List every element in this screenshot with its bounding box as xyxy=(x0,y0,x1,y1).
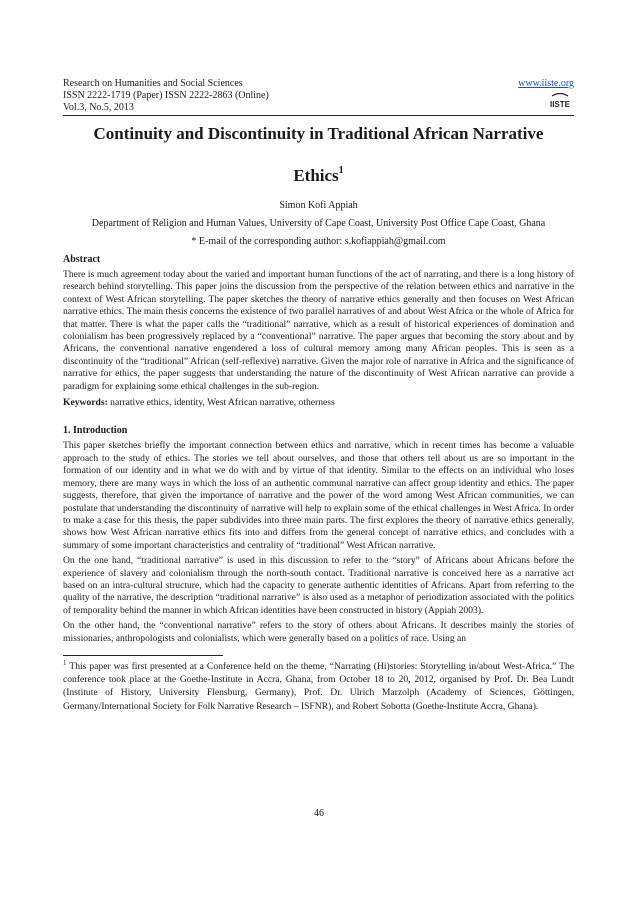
iiste-logo-icon xyxy=(548,92,572,112)
intro-paragraph: On the other hand, the “conventional narrative” refers to the story of others about Africans. It describes mainly the stories of missionaries, anthropologists and colonialists, which were generally based on a politics of race. Using an xyxy=(63,620,574,644)
running-header xyxy=(63,78,574,114)
footnote-mark: 1 xyxy=(63,658,67,667)
author-affiliation: Department of Religion and Human Values, University of Cape Coast, University Post Office Cape Coast, Ghana xyxy=(91,218,546,229)
journal-name: Research on Humanities and Social Sciences xyxy=(63,78,243,89)
journal-url-link[interactable]: www.iiste.org xyxy=(518,78,574,89)
volume-line: Vol.3, No.5, 2013 xyxy=(63,102,134,113)
abstract-text: There is much agreement today about the varied and important human functions of the act of narrating, and there is a long history of research behind storytelling. This paper joins the discussion from the perspective of the relation between ethics and narrative in the context of West African storytelling. The paper sketches the theory of narrative ethics generally and then focuses on West African narrative ethics. The main thesis concerns the existence of two parallel narratives of and about West Africa or the whole of Africa for that matter. There is what the paper calls the “traditional” narrative, which as a result of historical experiences of domination and colonialism has been progressively replaced by a “conventional” narrative. The paper argues that becoming the story about and by Africans, the conventional narrative engendered a loss of cultural memory among many African peoples. This is seen as a discontinuity of the “traditional” African (self-reflexive) narrative. Given the major role of narrative in Africa and the significance of narrative for ethics, the paper suggests that understanding the nature of the discontinuity of West African narrative can provide a paradigm for explaining some ethical challenges in the sub-region. xyxy=(63,269,574,392)
header-rule xyxy=(63,115,574,116)
journal-info xyxy=(63,78,574,114)
title-footnote-mark[interactable]: 1 xyxy=(338,165,344,176)
svg-text:IISTE: IISTE xyxy=(549,100,571,109)
author-name: Simon Kofi Appiah xyxy=(279,200,358,211)
title-word: Ethics xyxy=(293,166,339,185)
paper-title-line2 xyxy=(63,166,574,186)
keywords xyxy=(63,397,574,409)
abstract-heading: Abstract xyxy=(63,254,101,265)
footnote xyxy=(63,660,574,713)
intro-paragraph: On the one hand, “traditional narrative” is used in this discussion to refer to the “story” of Africans about Africans before the experience of slavery and colonialism through the north-south contact. Traditional narrative is conceived here as a narrative act based on an intra-cultural structure, which had the capacity to generate authentic identities of Africans. Apart from referring to the quality of the narrative, the description “traditional narrative” is also used as a metaphor of periodization associated with the politics of temporality behind the manner in which African identities have been constructed in history (Appiah 2003). xyxy=(63,555,574,616)
footnote-rule xyxy=(63,655,223,656)
page-number: 46 xyxy=(314,808,324,819)
paper-page xyxy=(63,78,574,713)
keywords-label: Keywords: xyxy=(63,397,108,409)
issn-line: ISSN 2222-1719 (Paper) ISSN 2222-2863 (Online) xyxy=(63,90,269,101)
paper-title: Continuity and Discontinuity in Traditional African Narrative xyxy=(93,124,544,143)
corresponding-email: * E-mail of the corresponding author: s.kofiappiah@gmail.com xyxy=(191,236,446,247)
intro-paragraph: This paper sketches briefly the important connection between ethics and narrative, which in recent times has become a valuable approach to the study of ethics. The stories we tell about ourselves, and those that others tell about us are so important in the formation of our identity and in what we do with and by virtue of that identity. Similar to the effects on an individual who loses memory, there are many ways in which the loss of an authentic communal narrative can affect group identity and ethics. The paper suggests, therefore, that given the importance of narrative and the power of the word among West African communities, we can postulate that understanding the discontinuity of narrative will help to explain some of the ethical challenges in West Africa. In order to make a case for this thesis, the paper subdivides into three main parts. The first explores the theory of narrative ethics generally, shows how West African narrative ethics fits into and differs from the general concept of narrative ethics, and concludes with a summary of some important characteristics and centrality of “traditional” West African narrative. xyxy=(63,440,574,551)
keywords-list: narrative ethics, identity, West African narrative, otherness xyxy=(110,397,335,409)
footnote-text: This paper was first presented at a Conference held on the theme, “Narrating (Hi)stories: Storytelling in/about West-Africa.” The conference took place at the Goethe-Institute in Accra, Ghana, from October 18 to 20, 2012, organised by Prof. Dr. Bea Lundt (Institute of History, University Flensburg, Germany), Prof. Dr. Ulrich Marzolph (Academy of Sciences, Göttingen, Germany/International Society for Folk Narrative Research – ISFNR), and Robert Sobotta (Goethe-Institute Accra, Ghana). xyxy=(63,660,575,712)
introduction-heading: 1. Introduction xyxy=(63,425,128,437)
